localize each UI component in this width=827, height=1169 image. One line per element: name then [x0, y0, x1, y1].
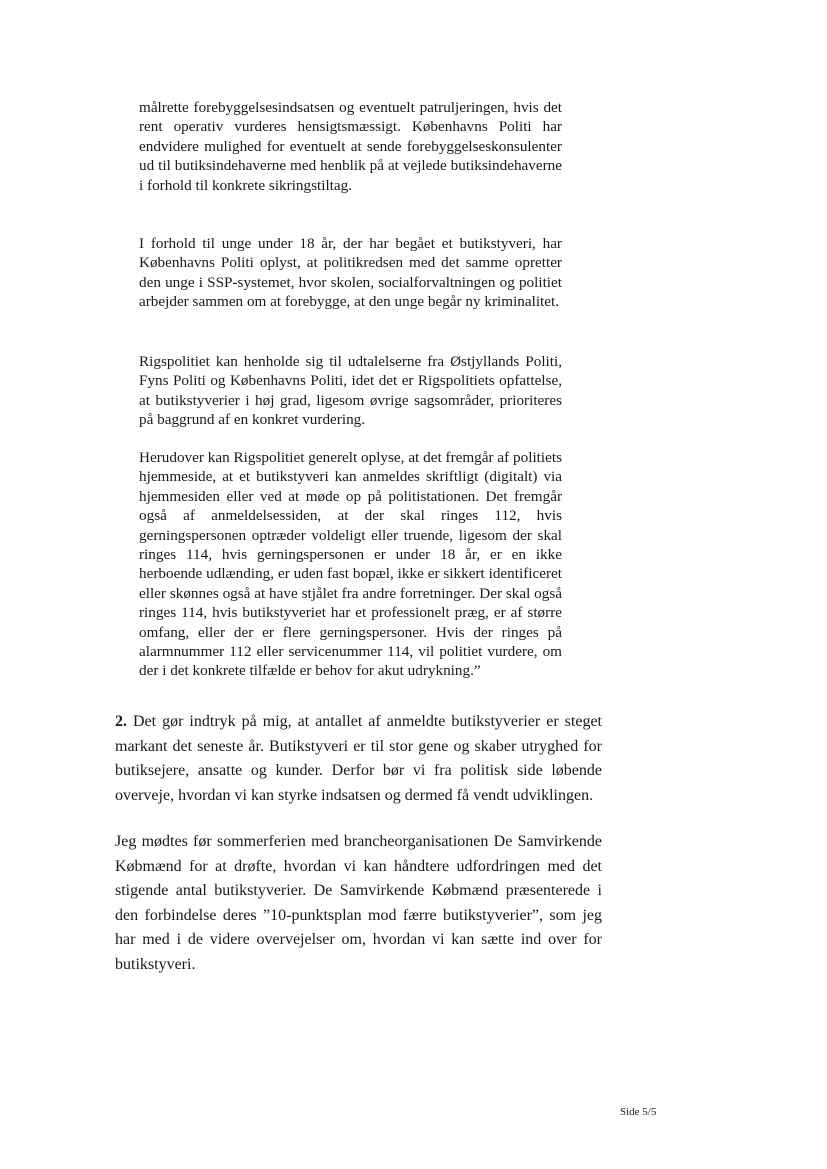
quote-paragraph-2-text: I forhold til unge under 18 år, der har begået et butikstyveri, har Københavns Politi oplyst, at politikredsen med det samme opretter den unge i SSP-systemet, hvor skolen, socialforvaltningen og politiet arbejder sammen om at forebygge, at den unge begår ny kriminalitet. [139, 235, 562, 311]
section-number: 2. [115, 713, 127, 730]
quote-paragraph-2 [139, 234, 562, 312]
quote-paragraph-4 [139, 448, 562, 681]
quote-paragraph-1 [139, 98, 562, 195]
quote-paragraph-4-text: Herudover kan Rigspolitiet generelt oplyse, at det fremgår af politiets hjemmeside, at et butikstyveri kan anmeldes skriftligt (digitalt) via hjemmesiden eller ved at møde op på politistationen. Det fremgår også af anmeldelsessiden, at der skal ringes 112, hvis gerningspersonen optræder voldeligt eller truende, ligesom der skal ringes 114, hvis gerningspersonen er under 18 år, er en ikke herboende udlænding, er uden fast bopæl, ikke er sikkert identificeret eller skønnes også at have stjålet fra andre forretninger. Der skal også ringes 114, hvis butikstyveriet har et professionelt præg, er af større omfang, eller der er flere gerningspersoner. Hvis der ringes på alarmnummer 112 eller servicenummer 114, vil politiet vurdere, om der i det konkrete tilfælde er behov for akut udrykning.” [139, 449, 562, 680]
body-paragraph-3-text: Jeg mødtes før sommerferien med brancheorganisationen De Samvirkende Købmænd for at drøfte, hvordan vi kan håndtere udfordringen med det stigende antal butikstyverier. De Samvirkende Købmænd præsenterede i den forbindelse deres ”10-punktsplan mod færre butikstyverier”, som jeg har med i de videre overvejelser om, hvordan vi kan sætte ind over for butikstyveri. [115, 833, 602, 973]
page-number: Side 5/5 [620, 1106, 657, 1118]
quote-paragraph-3-text: Rigspolitiet kan henholde sig til udtalelserne fra Østjyllands Politi, Fyns Politi og Københavns Politi, idet det er Rigspolitiets opfattelse, at butikstyverier i høj grad, ligesom øvrige sagsområder, prioriteres på baggrund af en konkret vurdering. [139, 353, 562, 429]
section-2-paragraph [115, 710, 602, 808]
section-2-text: Det gør indtryk på mig, at antallet af anmeldte butikstyverier er steget markant det seneste år. Butikstyveri er til stor gene og skaber utryghed for butiksejere, ansatte og kunder. Derfor bør vi fra politisk side løbende overveje, hvordan vi kan styrke indsatsen og dermed få vendt udviklingen. [115, 713, 602, 804]
quote-paragraph-3 [139, 352, 562, 430]
body-paragraph-3 [115, 830, 602, 977]
quote-paragraph-1-text: målrette forebyggelsesindsatsen og eventuelt patruljeringen, hvis det rent operativ vurderes hensigtsmæssigt. Københavns Politi har endvidere mulighed for eventuelt at sende forebyggelseskonsulenter ud til butiksindehaverne med henblik på at vejlede butiksindehaverne i forhold til konkrete sikringstiltag. [139, 99, 562, 194]
